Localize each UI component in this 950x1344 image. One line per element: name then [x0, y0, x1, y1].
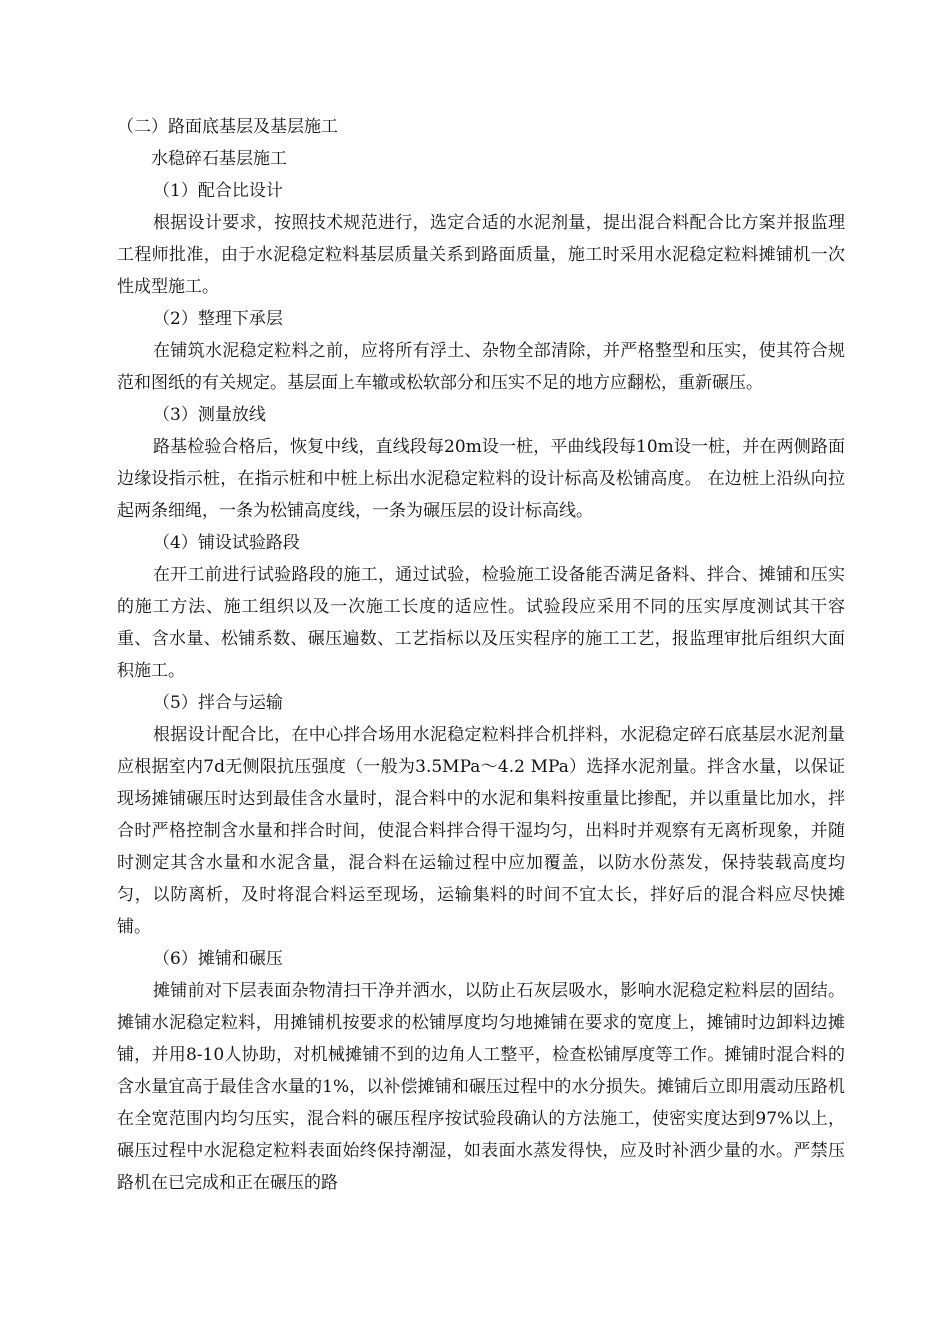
step-title-mixing-transport: （5）拌合与运输: [153, 693, 283, 713]
subheading: 水稳碎石基层施工: [151, 149, 287, 169]
step-title-subgrade-prep: （2）整理下承层: [153, 309, 283, 329]
step-body-mixing-transport: 根据设计配合比，在中心拌合场用水泥稳定粒料拌合机拌料，水泥稳定碎石底基层水泥剂量应根据室内7d无侧限抗压强度（一般为3.5MPa～4.2 MPa）选择水泥剂量。拌含水量，以保证现场摊铺碾压时达到最佳含水量时，混合料中的水泥和集料按重量比掺配，并以重量比加水，拌合时严格控制含水量和拌合时间，使混合料拌合得干湿均匀，出料时并观察有无离析现象，并随时测定其含水量和水泥含量，混合料在运输过程中应加覆盖，以防水份蒸发，保持装载高度均匀，以防离析，及时将混合料运至现场，运输集料的时间不宜太长，拌好后的混合料应尽快摊铺。: [117, 725, 845, 937]
step-body-subgrade-prep: 在铺筑水泥稳定粒料之前，应将所有浮土、杂物全部清除，并严格整型和压实，使其符合规范和图纸的有关规定。基层面上车辙或松软部分和压实不足的地方应翻松，重新碾压。: [117, 341, 845, 393]
step-body-survey-layout: 路基检验合格后，恢复中线，直线段每20m设一桩，平曲线段每10m设一桩，并在两侧路面边缘设指示桩，在指示桩和中桩上标出水泥稳定粒料的设计标高及松铺高度。 在边桩上沿纵向拉起两条细绳，一条为松铺高度线，一条为碾压层的设计标高线。: [117, 437, 845, 521]
step-title-trial-section: （4）铺设试验路段: [153, 533, 300, 553]
step-title-mix-design: （1）配合比设计: [153, 181, 283, 201]
step-title-paving-compaction: （6）摊铺和碾压: [153, 949, 283, 969]
step-body-mix-design: 根据设计要求，按照技术规范进行，选定合适的水泥剂量，提出混合料配合比方案并报监理工程师批准，由于水泥稳定粒料基层质量关系到路面质量，施工时采用水泥稳定粒料摊铺机一次性成型施工。: [117, 213, 845, 297]
step-body-paving-compaction: 摊铺前对下层表面杂物清扫干净并洒水，以防止石灰层吸水，影响水泥稳定粒料层的固结。摊铺水泥稳定粒料，用摊铺机按要求的松铺厚度均匀地摊铺在要求的宽度上，摊铺时边卸料边摊铺，并用8-10人协助，对机械摊铺不到的边角人工整平，检查松铺厚度等工作。摊铺时混合料的含水量宜高于最佳含水量的1%，以补偿摊铺和碾压过程中的水分损失。摊铺后立即用震动压路机在全宽范围内均匀压实，混合料的碾压程序按试验段确认的方法施工，使密实度达到97%以上，碾压过程中水泥稳定粒料表面始终保持潮湿，如表面水蒸发得快，应及时补洒少量的水。严禁压路机在已完成和正在碾压的路: [117, 981, 845, 1193]
document-body: [117, 111, 845, 1199]
step-title-survey-layout: （3）测量放线: [153, 405, 266, 425]
step-body-trial-section: 在开工前进行试验路段的施工，通过试验，检验施工设备能否满足备料、拌合、摊铺和压实的施工方法、施工组织以及一次施工长度的适应性。试验段应采用不同的压实厚度测试其干容重、含水量、松铺系数、碾压遍数、工艺指标以及压实程序的施工工艺，报监理审批后组织大面积施工。: [117, 565, 845, 681]
section-heading: （二）路面底基层及基层施工: [117, 117, 338, 137]
